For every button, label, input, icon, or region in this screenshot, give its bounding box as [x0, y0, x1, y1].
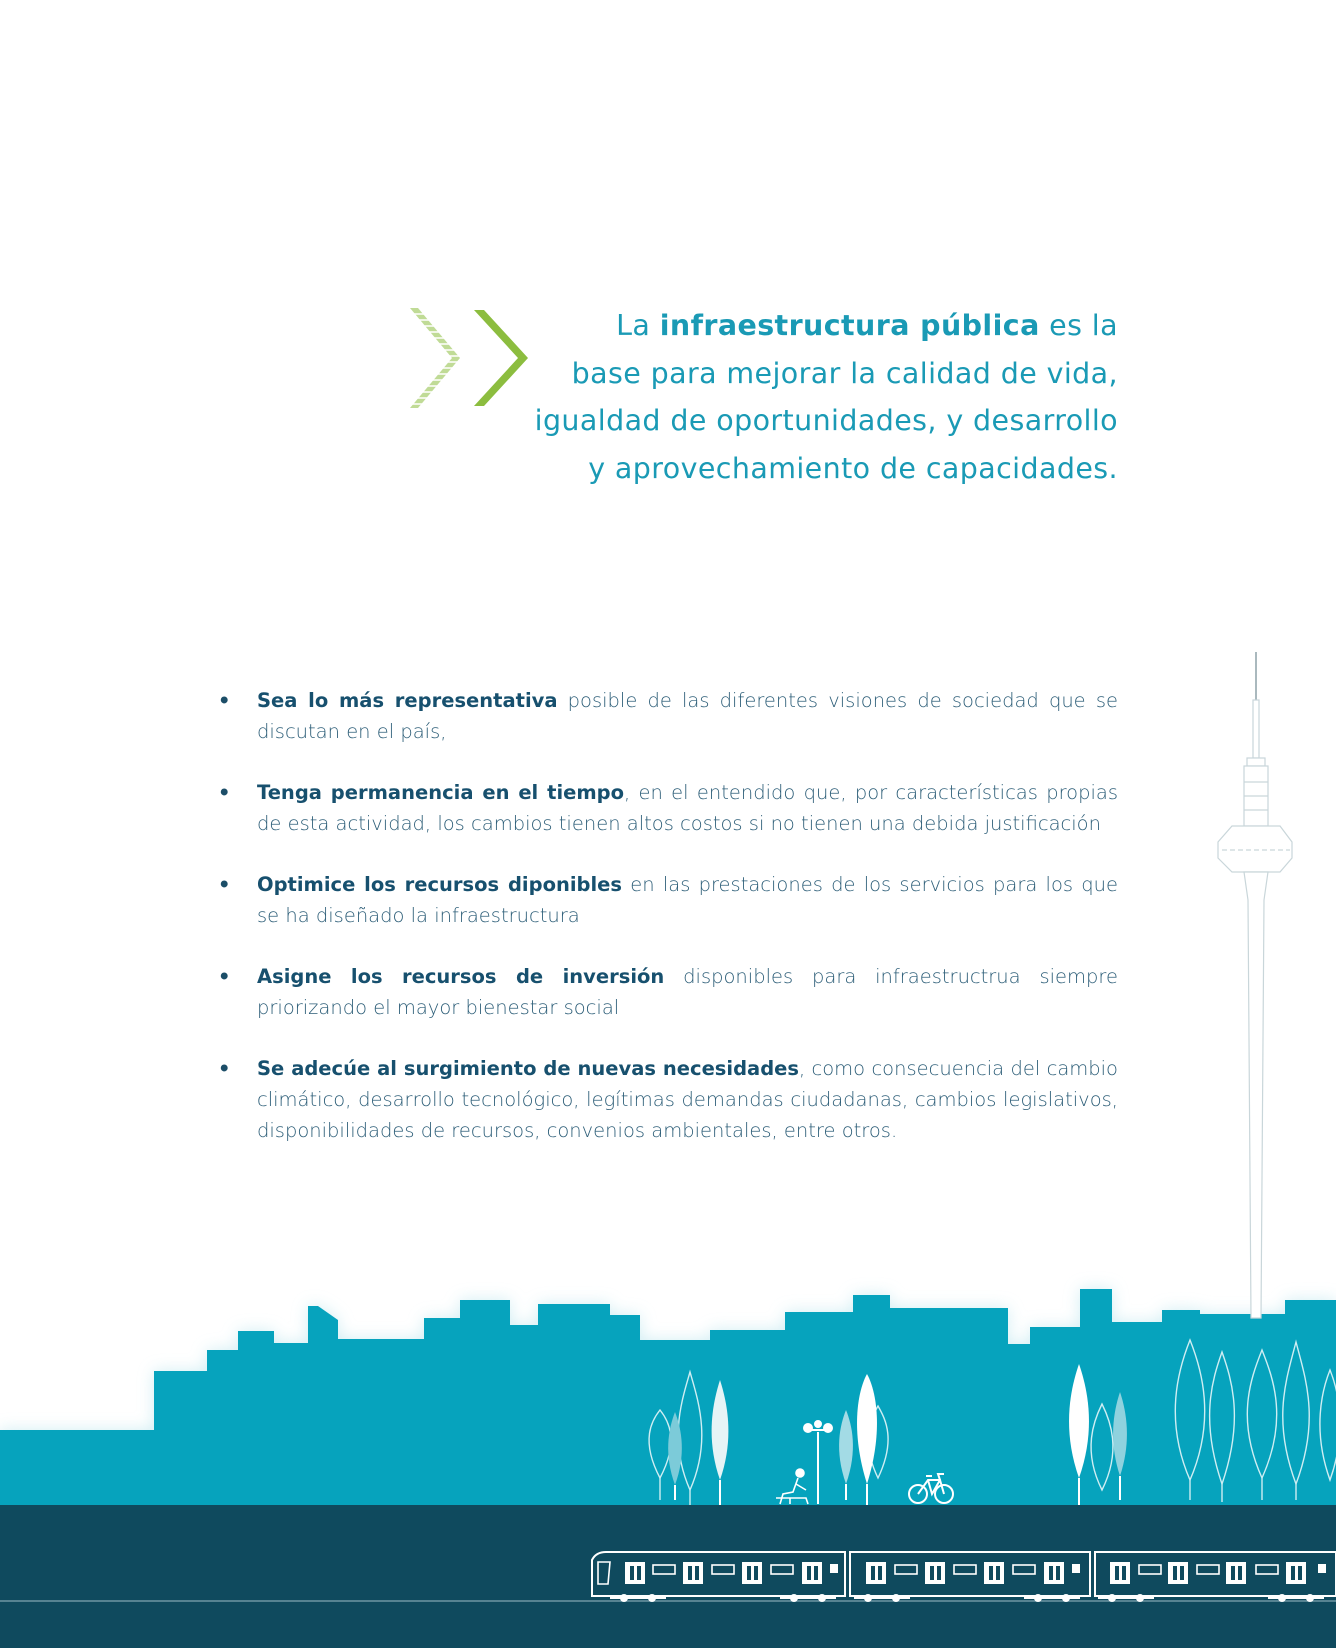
list-item: • Optimice los recursos diponibles en las prestaciones de los servicios para los que se ha diseñado la infraestructura [214, 869, 1118, 931]
bullet-icon: • [218, 781, 231, 804]
list-item: • Se adecúe al surgimiento de nuevas necesidades, como consecuencia del cambio climático, desarrollo tecnológico, legítimas demandas ciudadanas, cambios legislativos, disponibilidades de recursos, convenios ambientales, entre otros. [214, 1053, 1118, 1146]
bullet-icon: • [218, 1057, 231, 1080]
ground-band [0, 1505, 1336, 1648]
pull-quote [500, 302, 1118, 492]
tv-tower-icon [1218, 652, 1292, 1318]
bullet-icon: • [218, 873, 231, 896]
quote-line-4: y aprovechamiento de capacidades. [588, 451, 1118, 485]
bullet-icon: • [218, 965, 231, 988]
quote-line-2: base para mejorar la calidad de vida, [571, 356, 1118, 390]
quote-highlight: infraestructura pública [659, 309, 1040, 342]
list-item: • Tenga permanencia en el tiempo, en el entendido que, por características propias de esta actividad, los cambios tienen altos costos si no tienen una debida justificación [214, 777, 1118, 839]
quote-line-1: La infraestructura pública es la [616, 309, 1118, 342]
principles-list [214, 685, 1118, 1176]
list-item: • Sea lo más representativa posible de las diferentes visiones de sociedad que se discutan en el país, [214, 685, 1118, 747]
list-item: • Asigne los recursos de inversión disponibles para infraestructrua siempre priorizando el mayor bienestar social [214, 961, 1118, 1023]
quote-line-3: igualdad de oportunidades, y desarrollo [534, 404, 1118, 437]
bullet-icon: • [218, 689, 231, 712]
skyline-shape [0, 1289, 1336, 1520]
